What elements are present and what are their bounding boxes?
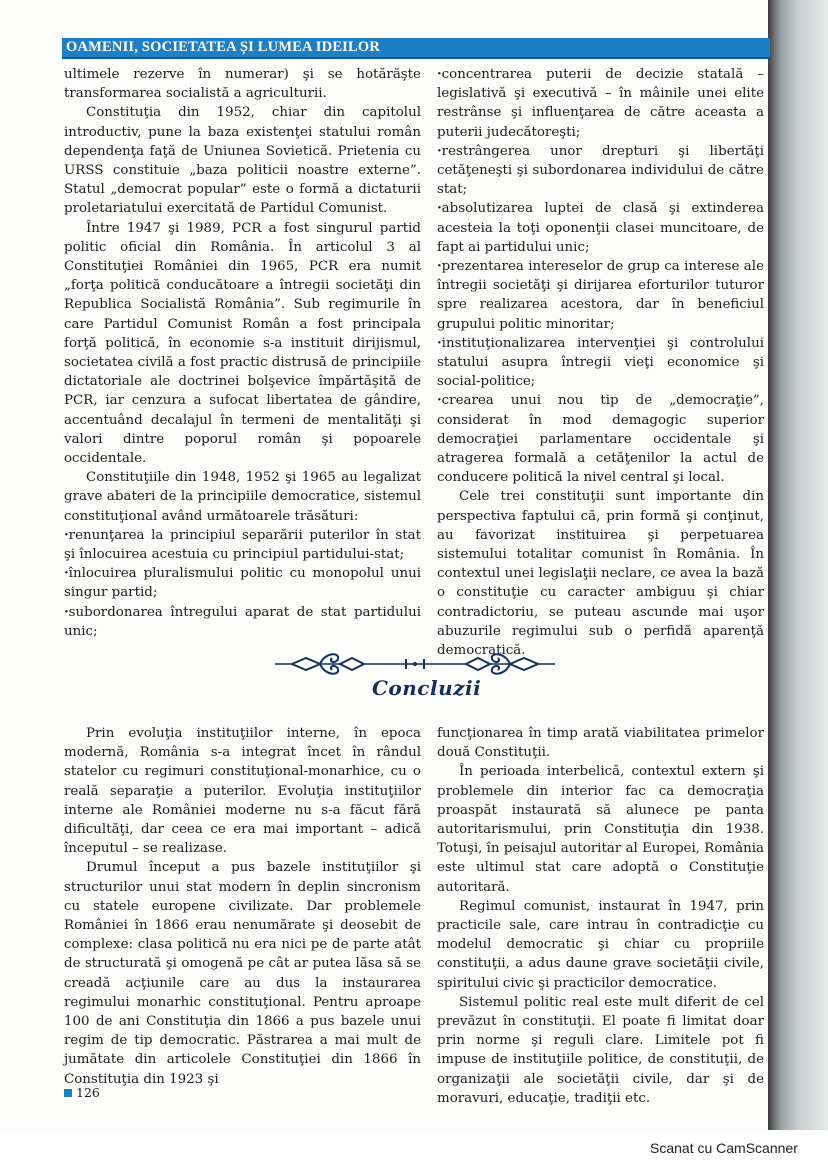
bullet-item: · absolutizarea luptei de clasă şi extinderea acesteia la toţi oponenţii clasei muncitoare, de fapt ai partidului unic; [437,199,764,257]
bullet-item: · concentrarea puterii de decizie statală – legislativă şi executivă – în mâinile unei elite restrânse şi influenţarea de către aceasta a puterii judecătoreşti; [437,65,764,142]
paragraph: funcţionarea în timp arată viabilitatea primelor două Constituţii. [437,726,764,761]
paragraph: Drumul început a pus bazele instituţiilor şi structurilor unui stat modern în deplin sincronism cu statele europene civilizate. Dar problemele României în 1866 erau nenumărate şi deosebit de complexe: clasa politică nu era nici pe de parte atât de structurată şi omogenă pe cât ar putea lăsa să se creadă acţiunile care au dus la instaurarea regimului monarhic constituţional. Pentru aproape 100 de ani Constituţia din 1866 a pus bazele unui regim de tip democratic. Păstrarea a mai mult de jumătate din articolele Constituţiei din 1866 în Constituţia din 1923 şi [64,860,421,1087]
paragraph: Cele trei constituţii sunt importante din perspectiva faptului că, prin formă şi conţinut, au favorizat instituirea şi perpetuarea sistemului totalitar comunist în România. În contextul unei legislaţii neclare, ce avea la bază o constituţie cu caracter ambiguu şi chiar contradictoriu, se puteau ascunde mai uşor abuzurile regimului sub o perfidă aparenţă democratică. [437,489,764,659]
paragraph: Sistemul politic real este mult diferit de cel prevăzut în constituţii. El poate fi limitat doar prin norme şi reguli clare. Limitele pot fi impuse de instituţiile politice, de constituţii, de organizaţii ale societăţii civile, dar şi de moravuri, educaţie, tradiţii etc. [437,994,764,1106]
chapter-header-title: OAMENII, SOCIETATEA ȘI LUMEA IDEILOR [66,39,381,55]
bullet-item: · subordonarea întregului aparat de stat partidului unic; [64,603,421,641]
page-marker-icon [64,1089,72,1097]
paragraph: ultimele rezerve în numerar) şi se hotărăşte transformarea socialistă a agriculturii. [64,67,421,102]
section-title: Concluzii [372,676,482,700]
paragraph: Constituţia din 1952, chiar din capitolul introductiv, pune la baza existenţei statului român dependenţa faţă de Uniunea Sovietică. Prietenia cu URSS constituie „baza politicii noastre externe”. Statul „democrat popular” este o formă a dictaturii proletariatului exercitată de Partidul Comunist. [64,105,421,217]
bullet-item: · restrângerea unor drepturi şi libertăţi cetăţeneşti şi subordonarea individului de către stat; [437,142,764,200]
column-left-bottom [64,724,421,1089]
page-number [64,1085,100,1100]
bullet-item: · înlocuirea pluralismului politic cu monopolul unui singur partid; [64,564,421,602]
bullet-item: · crearea unui nou tip de „democraţie”, considerat în mod demagogic superior democraţiei parlamentare occidentale şi atragerea formală a cetăţenilor la actul de conducere politică la nivel central şi local. [437,391,764,487]
column-left-top [64,65,421,641]
column-right-bottom [437,724,764,1108]
book-binding-shadow [768,0,828,1130]
page-number-text: 126 [76,1085,100,1100]
paragraph: Prin evoluţia instituţiilor interne, în epoca modernă, România s-a integrat încet în rândul statelor cu regimuri constituţional-monarhice, cu o reală separaţie a puterilor. Evoluţia instituţiilor interne ale României moderne nu s-a făcut fără dificultăţi, dar ceea ce era mai important – adică începutul – se realizase. [64,726,421,857]
paragraph: În perioada interbelică, contextul extern şi problemele din interior fac ca democraţia proaspăt instaurată să alunece pe panta autoritarismului, prin Constituţia din 1938. Totuşi, în peisajul autoritar al Europei, România este ultimul stat care adoptă o Constituţie autoritară. [437,764,764,895]
paragraph: Între 1947 şi 1989, PCR a fost singurul partid politic oficial din România. În articolul 3 al Constituţiei României din 1965, PCR era numit „forţa politică conducătoare a întregii societăţi din Republica Socialistă România”. Sub regimurile în care Partidul Comunist Român a fost principala forţă politică, în economie s-a instituit dirijismul, societatea civilă a fost practic distrusă de principiile dictatoriale ale doctrinei bolşevice împărtăşită de PCR, iar cenzura a sufocat libertatea de gândire, accentuând decalajul în termeni de mentalităţi şi valori dintre poporul român şi popoarele occidentale. [64,220,421,467]
scanner-watermark: Scanat cu CamScanner [650,1140,798,1156]
paragraph: Constituţiile din 1948, 1952 şi 1965 au legalizat grave abateri de la principiile democratice, sistemul constituţional având următoarele trăsături: [64,470,421,524]
bullet-item: · prezentarea intereselor de grup ca interese ale întregii societăţi şi dirijarea eforturilor tuturor spre realizarea acestora, dar în beneficiul grupului politic minoritar; [437,257,764,334]
bullet-item: · instituţionalizarea intervenţiei şi controlului statului asupra întregii vieţi economice şi social-politice; [437,334,764,392]
column-right-top [437,65,764,660]
bullet-item: · renunţarea la principiul separării puterilor în stat şi înlocuirea acestuia cu principiul partidului-stat; [64,526,421,564]
chapter-header-bar [62,38,770,59]
paragraph: Regimul comunist, instaurat în 1947, prin practicile sale, care intrau în contradicţie cu modelul democratic şi chiar cu propriile constituţii, a adus daune grave societăţii civile, spiritului civic şi practicilor democratice. [437,898,764,991]
